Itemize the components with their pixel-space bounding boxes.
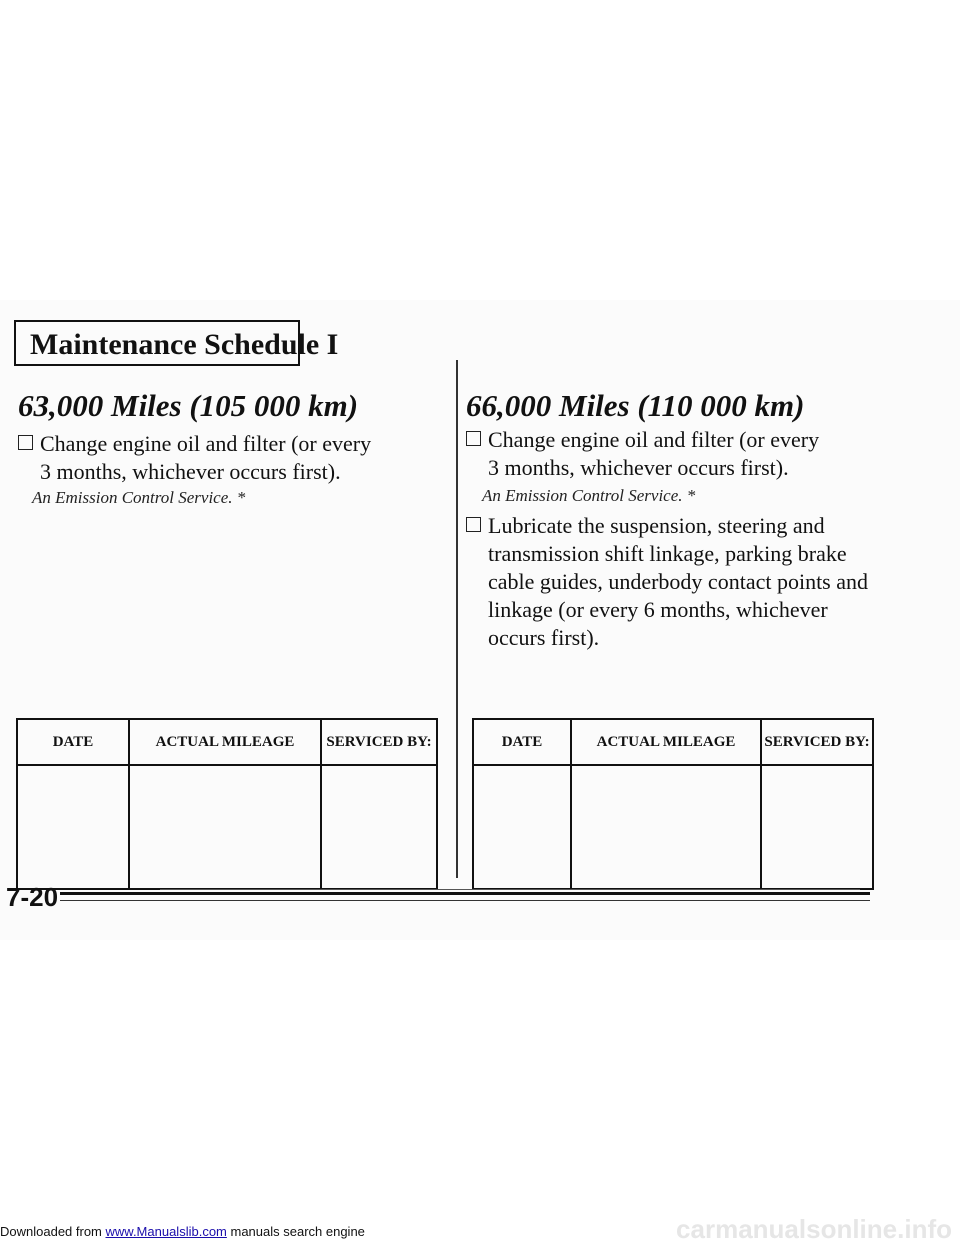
checkbox-icon[interactable] bbox=[18, 435, 33, 450]
right-emission-note: An Emission Control Service. * bbox=[482, 486, 696, 505]
item-line: occurs first). bbox=[488, 625, 600, 650]
date-cell[interactable] bbox=[473, 765, 571, 889]
serviced-by-cell[interactable] bbox=[321, 765, 437, 889]
column-divider bbox=[456, 360, 458, 878]
item-line: cable guides, underbody contact points and bbox=[488, 569, 869, 594]
checkbox-icon[interactable] bbox=[466, 517, 481, 532]
date-cell[interactable] bbox=[17, 765, 129, 889]
right-checklist-item-lubricate bbox=[466, 512, 916, 652]
mileage-cell[interactable] bbox=[571, 765, 761, 889]
item-line: 3 months, whichever occurs first). bbox=[488, 455, 789, 480]
serviced-by-cell[interactable] bbox=[761, 765, 873, 889]
manualslib-link[interactable]: www.Manualslib.com bbox=[105, 1224, 227, 1239]
item-line: Lubricate the suspension, steering and bbox=[488, 513, 825, 538]
watermark: carmanualsonline.info bbox=[676, 1214, 952, 1244]
download-source-bar bbox=[0, 1224, 365, 1239]
download-suffix: manuals search engine bbox=[226, 1224, 365, 1239]
left-emission-note: An Emission Control Service. * bbox=[32, 488, 246, 507]
item-line: linkage (or every 6 months, whichever bbox=[488, 597, 828, 622]
mileage-cell[interactable] bbox=[129, 765, 321, 889]
right-checklist-item-oil bbox=[466, 426, 906, 482]
left-heading: 63,000 Miles (105 000 km) bbox=[18, 388, 359, 423]
left-service-log-table bbox=[16, 718, 438, 890]
item-line: 3 months, whichever occurs first). bbox=[40, 459, 341, 484]
mileage-header: ACTUAL MILEAGE bbox=[571, 719, 761, 765]
table-row bbox=[17, 765, 437, 889]
footer-rule bbox=[60, 892, 870, 895]
item-line: Change engine oil and filter (or every bbox=[488, 427, 820, 452]
download-prefix: Downloaded from bbox=[0, 1224, 106, 1239]
page-number: 7-20 bbox=[6, 882, 59, 912]
date-header: DATE bbox=[17, 719, 129, 765]
date-header: DATE bbox=[473, 719, 571, 765]
section-title: Maintenance Schedule I bbox=[30, 328, 339, 361]
serviced-by-header: SERVICED BY: bbox=[321, 719, 437, 765]
right-heading: 66,000 Miles (110 000 km) bbox=[466, 388, 805, 423]
table-header-row bbox=[17, 719, 437, 765]
mileage-header: ACTUAL MILEAGE bbox=[129, 719, 321, 765]
footer-rule bbox=[60, 900, 870, 901]
table-row bbox=[473, 765, 873, 889]
left-checklist-item-oil bbox=[18, 430, 438, 486]
item-line: transmission shift linkage, parking brake bbox=[488, 541, 847, 566]
right-service-log-table bbox=[472, 718, 874, 890]
section-title-box bbox=[14, 320, 339, 366]
serviced-by-header: SERVICED BY: bbox=[761, 719, 873, 765]
footer-rule bbox=[160, 889, 860, 890]
table-header-row bbox=[473, 719, 873, 765]
item-line: Change engine oil and filter (or every bbox=[40, 431, 372, 456]
checkbox-icon[interactable] bbox=[466, 431, 481, 446]
